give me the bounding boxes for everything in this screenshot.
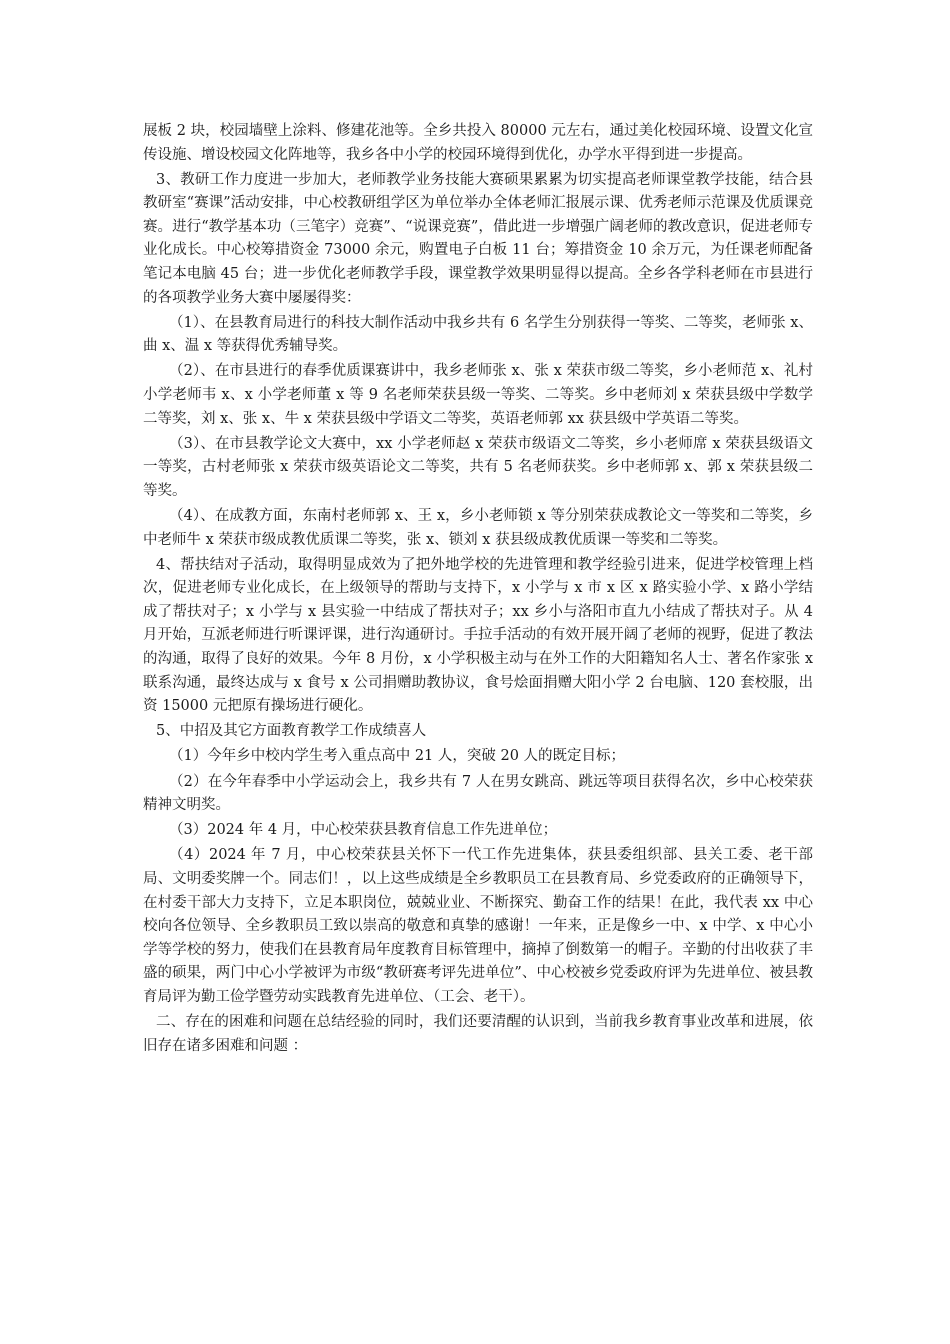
- paragraph-exam-2: （2）在今年春季中小学运动会上，我乡共有 7 人在男女跳高、跳远等项目获得名次，乡中心校荣获精神文明奖。: [143, 773, 813, 814]
- paragraph-exam-heading: 5、中招及其它方面教育教学工作成绩喜人: [156, 723, 427, 740]
- paragraph-teaching-research: 3、教研工作力度进一步加大，老师教学业务技能大赛硕果累累为切实提高老师课堂教学技能，结合县教研室“赛课”活动安排，中心校教研组学区为单位举办全体老师汇报展示课、优秀老师示范课及优质课竞赛。进行“教学基本功（三笔字）竞赛”、“说课竞赛”，借此进一步增强广阔老师的教改意识，促进老师专业化成长。中心校筹措资金 73000 余元，购置电子白板 11 台；筹措资金 10 余万元，为任课老师配备笔记本电脑 45 台；进一步优化老师教学手段，课堂教学效果明显得以提高。全乡各学科老师在市县进行的各项教学业务大赛中屡屡得奖：: [143, 171, 813, 306]
- document-page: [143, 120, 813, 1060]
- paragraph-exam-3: （3）2024 年 4 月，中心校荣获县教育信息工作先进单位；: [169, 822, 558, 839]
- paragraph-campus-environment: 展板 2 块，校园墙壁上涂料、修建花池等。全乡共投入 80000 元左右，通过美化校园环境、设置文化宣传设施、增设校园文化阵地等，我乡各中小学的校园环境得到优化，办学水平得到进一步提高。: [143, 123, 813, 163]
- paragraph-exam-1: （1）今年乡中校内学生考入重点高中 21 人，突破 20 人的既定目标；: [169, 748, 626, 765]
- paragraph-exam-4: （4）2024 年 7 月，中心校荣获县关怀下一代工作先进集体，获县委组织部、县关工委、老干部局、文明委奖牌一个。同志们！，以上这些成绩是全乡教职员工在县教育局、乡党委政府的正确领导下，在村委干部大力支持下，立足本职岗位，兢兢业业、不断探究、勤奋工作的结果！在此，我代表 xx 中心校向各位领导、全乡教职员工致以崇高的敬意和真挚的感谢！一年来，正是像乡一中、x 中学、x 中心小学等学校的努力，使我们在县教育局年度教育目标管理中，摘掉了倒数第一的帽子。辛勤的付出收获了丰盛的硕果，两门中心小学被评为市级“教研赛考评先进单位”、中心校被乡党委政府评为先进单位、被县教育局评为勤工俭学暨劳动实践教育先进单位、（工会、老干）。: [143, 847, 813, 1005]
- paragraph-pairing-activity: 4、帮扶结对子活动，取得明显成效为了把外地学校的先进管理和教学经验引进来，促进学校管理上档次，促进老师专业化成长，在上级领导的帮助与支持下，x 小学与 x 市 x 区 x 路实验小学、x 路小学结成了帮扶对子；x 小学与 x 县实验一中结成了帮扶对子；xx 乡小与洛阳市直九小结成了帮扶对子。从 4 月开始，互派老师进行听课评课，进行沟通研讨。手拉手活动的有效开展开阔了老师的视野，促进了教法的沟通，取得了良好的效果。今年 8 月份，x 小学积极主动与在外工作的大阳籍知名人士、著名作家张 x 联系沟通，最终达成与 x 食号 x 公司捐赠助教协议，食号烩面捐赠大阳小学 2 台电脑、120 套校服，出资 15000 元把原有操场进行硬化。: [143, 556, 813, 715]
- paragraph-award-2: （2）、在市县进行的春季优质课赛讲中，我乡老师张 x、张 x 荣获市级二等奖，乡小老师范 x、礼村小学老师韦 x、x 小学老师董 x 等 9 名老师荣获县级一等奖、二等奖。乡中老师刘 x 荣获县级中学数学二等奖，刘 x、张 x、牛 x 荣获县级中学语文二等奖，英语老师郭 xx 获县级中学英语二等奖。: [143, 363, 813, 427]
- paragraph-award-4: （4）、在成教方面，东南村老师郭 x、王 x，乡小老师锁 x 等分别荣获成教论文一等奖和二等奖，乡中老师牛 x 荣获市级成教优质课二等奖，张 x、锁刘 x 获县级成教优质课一等奖和二等奖。: [143, 508, 813, 548]
- paragraph-award-3: （3）、在市县教学论文大赛中，xx 小学老师赵 x 荣获市级语文二等奖，乡小老师席 x 荣获县级语文一等奖，古村老师张 x 荣获市级英语论文二等奖，共有 5 名老师获奖。乡中老师郭 x、郭 x 荣获县级二等奖。: [143, 435, 813, 499]
- paragraph-problems: 二、存在的困难和问题在总结经验的同时，我们还要清醒的认识到，当前我乡教育事业改革和进展，依旧存在诸多困难和问题 ：: [143, 1013, 813, 1054]
- paragraph-award-1: （1）、在县教育局进行的科技大制作活动中我乡共有 6 名学生分别获得一等奖、二等奖，老师张 x、曲 x、温 x 等获得优秀辅导奖。: [143, 314, 813, 355]
